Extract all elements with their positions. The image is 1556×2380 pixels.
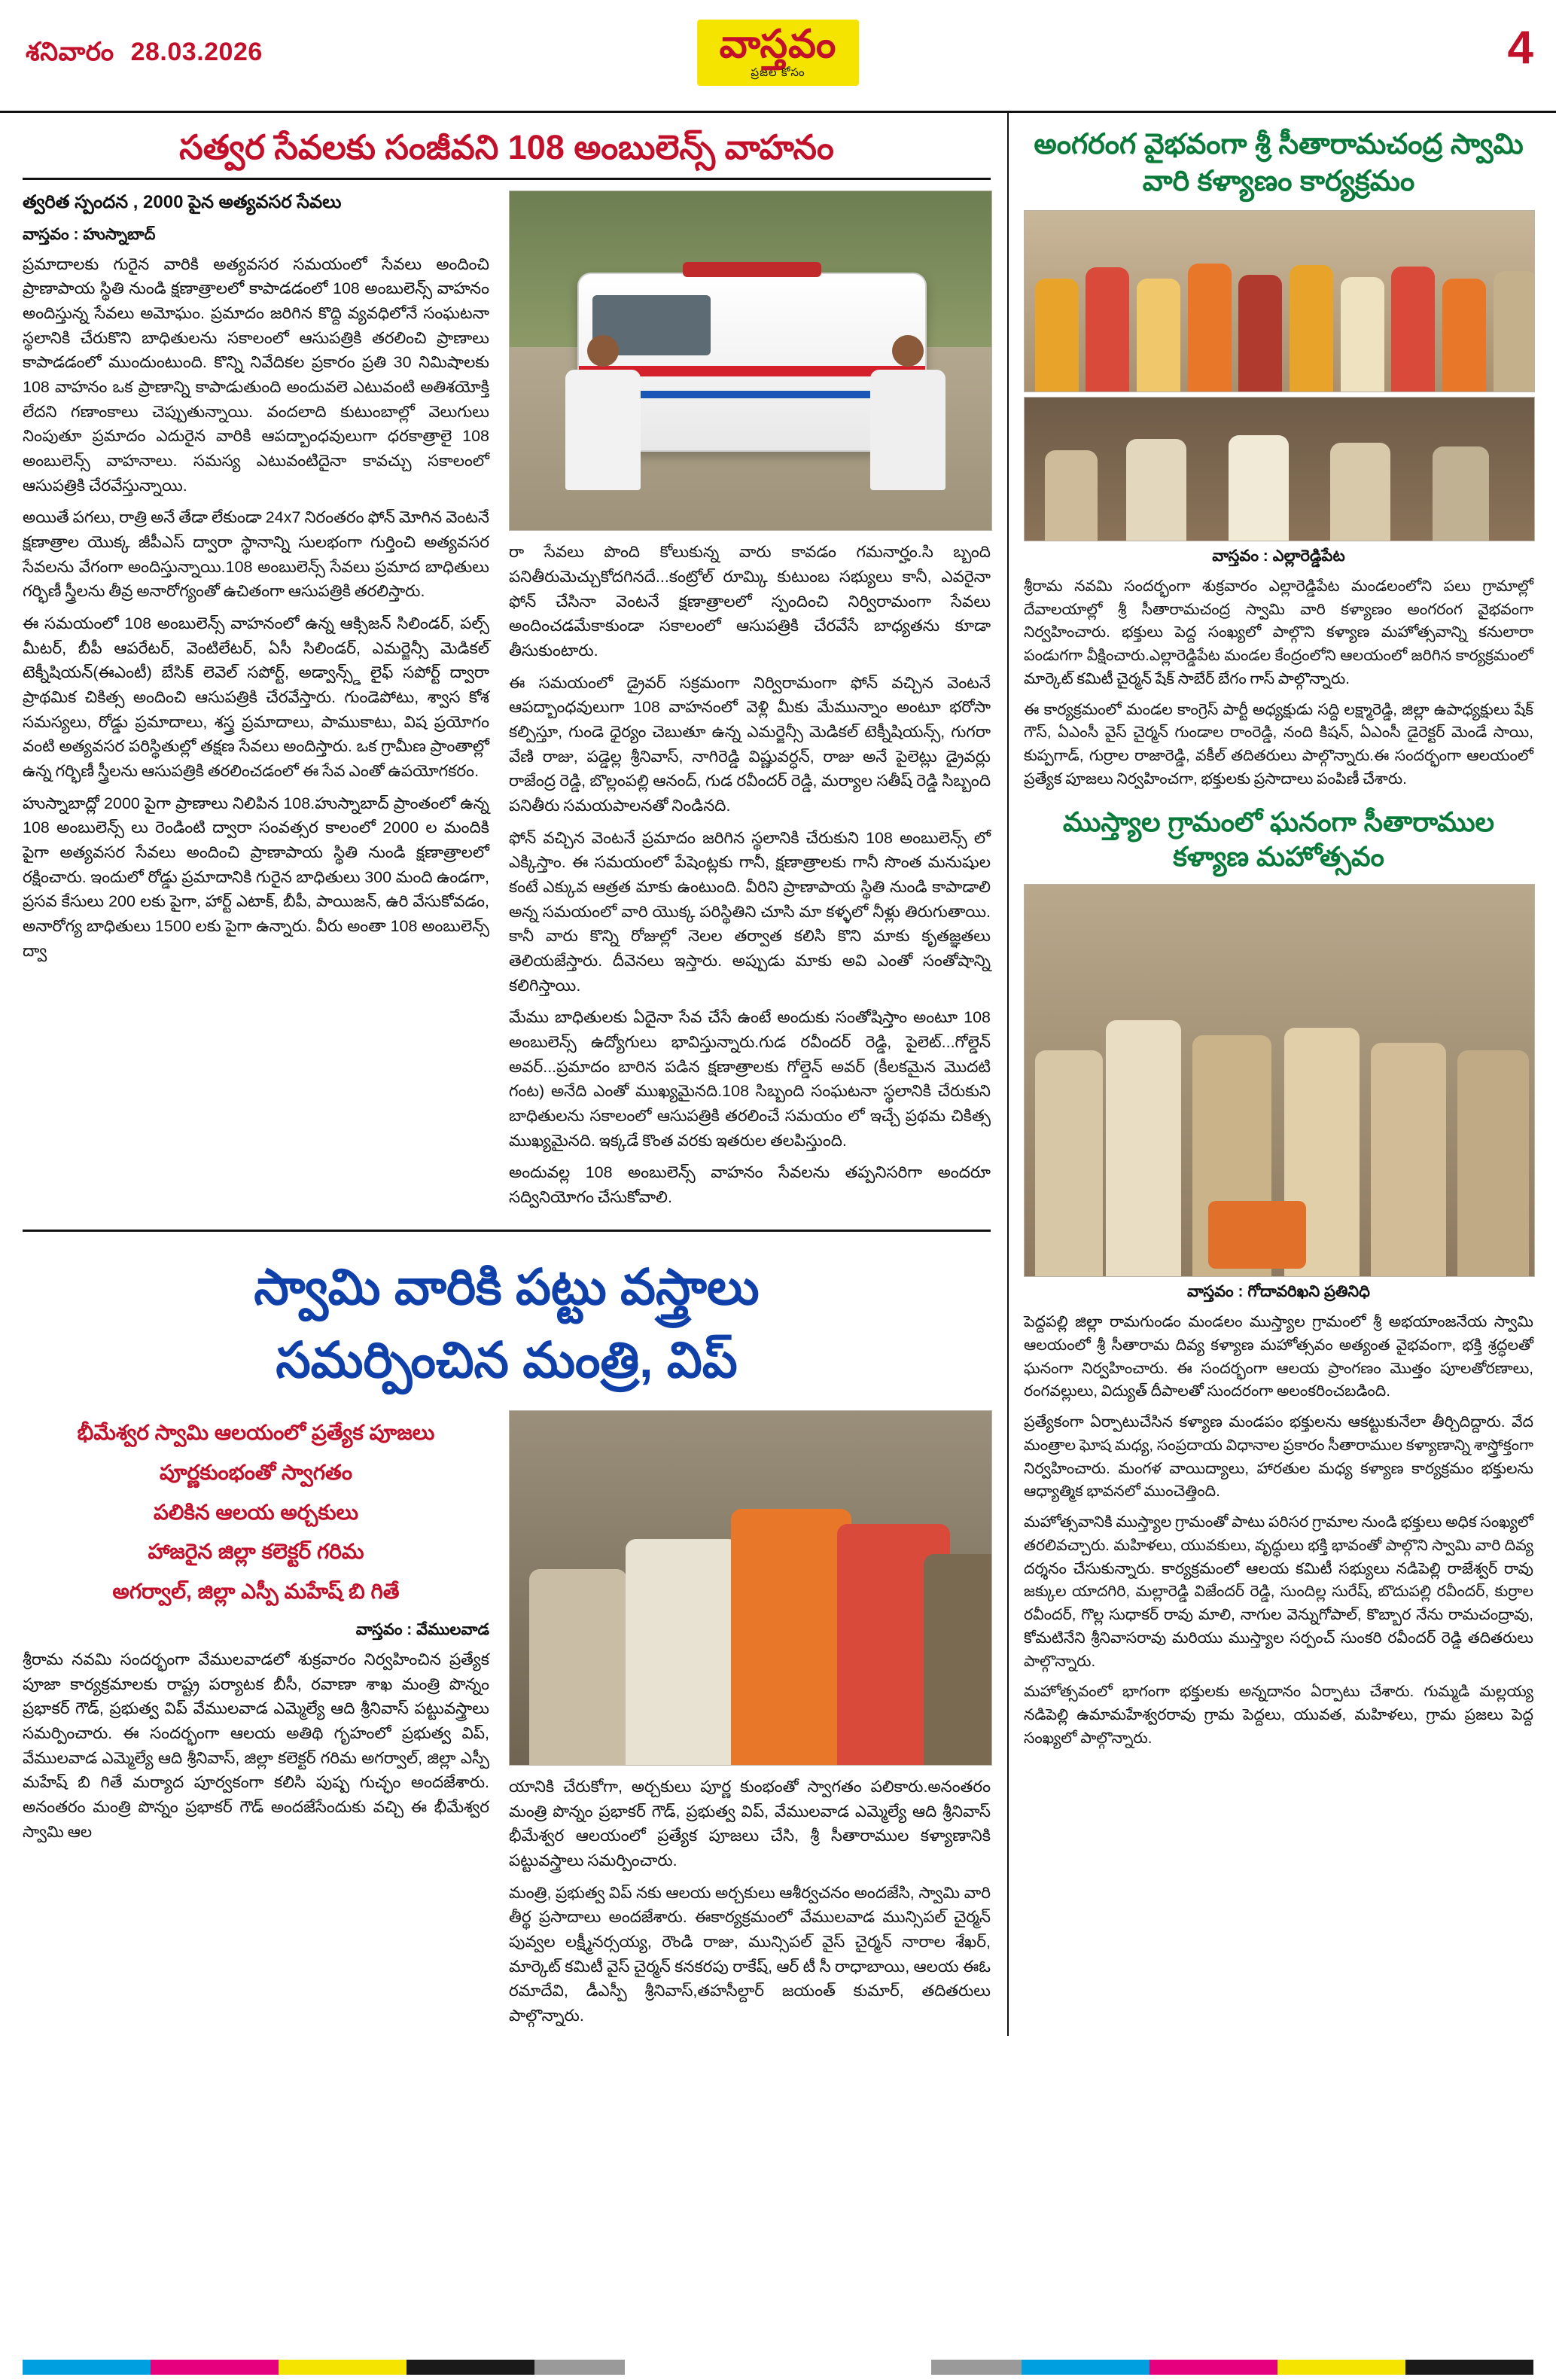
mustyala-para: పెద్దపల్లి జిల్లా రామగుండం మండలం ముస్త్యాల గ్రామంలో శ్రీ అభయాంజనేయ స్వామి ఆలయంలో శ్రీ సీతారామ దివ్య కళ్యాణ మహోత్సవం అత్యంత వైభవంగా, భక్తి శ్రద్ధలతో ఘనంగా నిర్వహించారు. ఈ సందర్భంగా ఆలయ ప్రాంగణం మొత్తం పూలతోరణాలు, రంగవల్లులు, విద్యుత్ దీపాలతో సుందరంగా అలంకరించబడింది. bbox=[1024, 1313, 1533, 1400]
silk-headline-line1: స్వామి వారికి పట్టు వస్త్రాలు bbox=[254, 1258, 760, 1315]
person-head bbox=[587, 335, 619, 367]
page-body bbox=[0, 113, 1556, 2036]
silk-subhead-3: పలికిన ఆలయ అర్చకులు bbox=[153, 1500, 359, 1524]
right-column-block bbox=[1009, 113, 1533, 2036]
masthead bbox=[0, 0, 1556, 113]
figure bbox=[1457, 1050, 1529, 1276]
mustyala-headline: ముస్త్యాల గ్రామంలో ఘనంగా సీతారాముల కళ్యాణ మహోత్సవం bbox=[1062, 806, 1495, 873]
figure bbox=[924, 1554, 992, 1765]
silk-dateline: వాస్తవం : వేములవాడ bbox=[355, 1621, 489, 1639]
article-mustyala bbox=[1024, 805, 1533, 1751]
silk-subhead-2: పూర్ణకుంభంతో స్వాగతం bbox=[159, 1460, 353, 1484]
ambulance-para: మేము బాధితులకు ఏదైనా సేవ చేసే ఉంటే అందుకు సంతోషిస్తాం అంటూ 108 అంబులెన్స్ ఉద్యోగులు భావిస్తున్నారు.గుడ రవీందర్ రెడ్డి, పైలెట్...గోల్డెన్ అవర్...ప్రమాదం బారిన పడిన క్షణాత్రాలకు గోల్డెన్ అవర్ (కీలకమైన మొదటి గంట) అనేది ఎంతో ముఖ్యమైనది.108 సిబ్బంది సంఘటనా స్థలానికి చేరుకుని బాధితులను సకాలంలో ఆసుపత్రికి తరలించే సమయం లో ఇచ్చే ప్రథమ చికిత్స ముఖ్యమైనది. ఇక్కడే కొంత వరకు ఇతరుల తలపిస్తుంది. bbox=[509, 1008, 991, 1150]
emergency-light bbox=[683, 262, 821, 277]
print-registration-colorbar bbox=[0, 2354, 1556, 2380]
figure bbox=[1137, 279, 1180, 392]
page-number: 4 bbox=[1507, 22, 1533, 74]
offering-plate bbox=[1208, 1201, 1306, 1269]
silk-col-1 bbox=[23, 1410, 489, 2036]
figure bbox=[1433, 446, 1489, 541]
person-right bbox=[863, 335, 953, 523]
ambulance-para: ఈ సమయంలో డ్రైవర్ సక్రమంగా నిర్విరామంగా ఫోన్ వచ్చిన వెంటనే ఆపద్బాంధవులుగా 108 వాహనంలో వెళ్లి మీకు మేమున్నాం అంటూ భరోసా కల్పిస్తూ, గుండె ధైర్యం చెబుతూ ఉన్న ఎమర్జెన్సీ మెడికల్ టెక్నీషియన్స్, గుగరా వేణి రాజు, పడ్డెల్ల శ్రీనివాస్, నాగిరెడ్డి విష్ణువర్ధన్, రాజు అనే పైలెట్లు డ్రైవర్లు రాజేంద్ర రెడ్డి, బొల్లంపల్లి ఆనంద్, గుడ రవీందర్ రెడ్డి, మర్యాల సతీష్ రెడ్డి సిబ్బంది పనితీరు సమయపాలనతో నిండినది. bbox=[509, 673, 991, 815]
color-swatch-black bbox=[1405, 2360, 1533, 2375]
figure bbox=[626, 1539, 738, 1765]
ambulance-dateline: వాస్తవం : హుస్నాబాద్ bbox=[23, 225, 156, 243]
figure bbox=[1045, 450, 1098, 541]
figure bbox=[1035, 279, 1079, 392]
figure bbox=[1188, 264, 1232, 392]
person-left bbox=[558, 335, 648, 523]
logo-subtitle: ప్రజల కోసం bbox=[751, 66, 805, 79]
figure bbox=[1086, 267, 1129, 392]
kalyanam-photo-2 bbox=[1024, 397, 1535, 541]
left-column-block bbox=[23, 113, 1009, 2036]
mustyala-photo bbox=[1024, 884, 1535, 1277]
ambulance-para: ప్రమాదాలకు గురైన వారికి అత్యవసర సమయంలో సేవలు అందించి ప్రాణాపాయ స్థితి నుండి క్షణాత్రాలలో కాపాడడంలో 108 అంబులెన్స్ వాహనం అందిస్తున్న సేవలు అమోఘం. ప్రమాదం జరిగిన కొద్ది వ్యవధిలోనే సంఘటనా స్థలానికి చేరుకొని బాధితులను సకాలంలో ఆసుపత్రికి తరలించి ప్రాణాలు కాపాడడంలో ముందుంటుంది. కొన్ని నివేదికల ప్రకారం ప్రతి 30 నిమిషాలకు 108 వాహనం ఒక ప్రాణాన్ని కాపాడుతుంది అందువలె ఎటువంటి అతిశయోక్తి లేదని గణాంకాలు చెప్పుతున్నాయి. వందలాది కుటుంబాల్లో వెలుగులు నింపుతూ ప్రమాదం ఎదురైన వారికి ఆపద్బాంధవులుగా ధరకాత్రాలై 108 అంబులెన్స్ వాహనాలు. సమస్య ఎటువంటిదైనా కావచ్చు సకాలంలో ఆసుపత్రికి చేరవేస్తున్నాయి. bbox=[23, 254, 489, 495]
silk-para: యానికి చేరుకోగా, అర్చకులు పూర్ణ కుంభంతో స్వాగతం పలికారు.అనంతరం మంత్రి పొన్నం ప్రభాకర్ గౌడ్, ప్రభుత్వ విప్, వేములవాడ ఎమ్మెల్యే ఆది శ్రీనివాస్ భీమేశ్వర ఆలయంలో ప్రత్యేక పూజలు చేసి, శ్రీ సీతారాముల కళ్యాణానికి పట్టువస్త్రాలు సమర్పించారు. bbox=[509, 1778, 991, 1870]
article-kalyanam bbox=[1024, 126, 1533, 791]
ambulance-headline: సత్వర సేవలకు సంజీవని 108 అంబులెన్స్ వాహనం bbox=[23, 126, 991, 180]
mustyala-caption: వాస్తవం : గోదావరిఖని ప్రతినిధి bbox=[1187, 1283, 1370, 1301]
figure bbox=[1126, 439, 1186, 541]
section-divider bbox=[23, 1230, 991, 1232]
color-swatch-cyan bbox=[1022, 2360, 1149, 2375]
ambulance-subhead: త్వరిత స్పందన , 2000 పైన అత్యవసర సేవలు bbox=[23, 192, 342, 213]
figure bbox=[1341, 277, 1384, 392]
color-swatch-gray bbox=[534, 2360, 625, 2375]
photo-figures bbox=[1025, 398, 1534, 541]
color-swatch-cyan bbox=[23, 2360, 151, 2375]
color-swatch-black bbox=[407, 2360, 534, 2375]
ambulance-para: రా సేవలు పొంది కోలుకున్న వారు కావడం గమనార్హం.సి బ్బంది పనితీరుమెచ్చుకోదగినదే...కంట్రోల్ రూమ్కి కుటుంబ సభ్యులు కానీ, ఎవరైనా ఫోన్ చేసినా వెంటనే క్షణాత్రాలలో స్పందించి నిర్విరామంగా సేవలు అందించడమేకాకుండా సకాలంలో ఆసుపత్రికి చేరవేసే బాధ్యతను కూడా తీసుకుంటారు. bbox=[509, 543, 991, 660]
kalyanam-para: శ్రీరామ నవమి సందర్భంగా శుక్రవారం ఎల్లారెడ్డిపేట మండలంలోని పలు గ్రామాల్లో దేవాలయాల్లో శ్రీ సీతారామచంద్ర స్వామి వారి కళ్యాణం అంగరంగ వైభవంగా నిర్వహించారు. భక్తులు పెద్ద సంఖ్యలో పాల్గొని కళ్యాణ మహోత్సవాన్ని కనులారా పండుగగా వీక్షించారు.ఎల్లారెడ్డిపేట మండల కేంద్రంలోని ఆలయంలో జరిగిన కార్యక్రమంలో మార్కెట్ కమిటీ చైర్మన్ షేక్ సాబేర్ బేగం గాస్ పాల్గొన్నారు. bbox=[1024, 577, 1533, 687]
silk-body bbox=[23, 1410, 991, 2036]
silk-subhead-5: అగర్వాల్, జిల్లా ఎస్పీ మహేష్ బి గితే bbox=[112, 1580, 400, 1604]
figure bbox=[1371, 1043, 1446, 1276]
article-silk bbox=[23, 1251, 991, 2036]
figure bbox=[1290, 265, 1333, 392]
ambulance-col-1 bbox=[23, 190, 489, 1217]
color-swatch-gray bbox=[931, 2360, 1022, 2375]
silk-para: మంత్రి, ప్రభుత్వ విప్ నకు ఆలయ అర్చకులు ఆశీర్వచనం అందజేసి, స్వామి వారి తీర్థ ప్రసాదాలు అందజేశారు. ఈకార్యక్రమంలో వేములవాడ మున్సిపల్ చైర్మన్ పువ్వల లక్ష్మీనర్సయ్య, రౌండి రాజు, మున్సిపల్ వైస్ చైర్మన్ నారాల శేఖర్, మార్కెట్ కమిటీ వైస్ చైర్మన్ కనకరపు రాకేష్, ఆర్ టీ సీ రాధాబాయి, ఆలయ ఈఓ రమాదేవి, డీఎస్పీ శ్రీనివాస్,తహసీల్దార్ జయంత్ కుమార్, తదితరులు పాల్గొన్నారు. bbox=[509, 1883, 991, 2025]
person-torso bbox=[565, 370, 641, 490]
mustyala-para: ప్రత్యేకంగా ఏర్పాటుచేసిన కళ్యాణ మండపం భక్తులను ఆకట్టుకునేలా తీర్చిదిద్దారు. వేద మంత్రాల ఘోష మధ్య, సంప్రదాయ విధానాల ప్రకారం సీతారాముల కళ్యాణాన్ని శాస్త్రోక్తంగా నిర్వహించారు. మంగళ వాయిద్యాలు, హారతుల మధ్య కళ్యాణ కార్యక్రమం భక్తులను ఆధ్యాత్మిక భావనలో ముంచెత్తింది. bbox=[1024, 1413, 1533, 1501]
ambulance-col-2 bbox=[509, 190, 991, 1217]
ambulance-para: హుస్నాబాద్లో 2000 పైగా ప్రాణాలు నిలిపిన 108.హుస్నాబాద్ ప్రాంతంలో ఉన్న 108 అంబులెన్స్ లు రెండింటి ద్వారా సంవత్సర కాలంలో 2000 ల మందికి పైగా అత్యవసర సేవలు అందించి ప్రాణాపాయ స్థితి నుండి క్షణాత్రాలలో రక్షించారు. ఇందులో రోడ్డు ప్రమాదానికి గురైన బాధితులు 300 మంది ఉండగా, ప్రసవ కేసులు 200 లకు పైగా, హార్ట్ ఎటాక్, బీపీ, పాయిజన్, ఉరి వేసుకోవడం, అనారోగ్య బాధితులు 1500 లకు పైగా ఉన్నారు. వీరు అంతా 108 అంబులెన్స్ ద్వా bbox=[23, 794, 489, 960]
color-swatch-magenta bbox=[1149, 2360, 1277, 2375]
figure bbox=[529, 1569, 627, 1765]
silk-headline-line2: సమర్పించిన మంత్రి, విప్ bbox=[276, 1332, 738, 1388]
ambulance-top bbox=[23, 190, 991, 1217]
article-ambulance bbox=[23, 126, 991, 1217]
photo-figures bbox=[1025, 885, 1534, 1276]
kalyanam-para: ఈ కార్యక్రమంలో మండల కాంగ్రెస్ పార్టీ అధ్యక్షుడు సద్ది లక్ష్మారెడ్డి, జిల్లా ఉపాధ్యక్షులు షేక్ గౌస్, ఏఎంసీ వైస్ చైర్మన్ గుండాల రాంరెడ్డి, నంది కిషన్, ఏఎంసీ డైరెక్టర్ మెండే సాయి, కుప్పగాడ్, గుర్రాల రాజారెడ్డి, వకీల్ తదితరులు పాల్గొన్నారు.ఈ సందర్భంగా ఆలయంలో ప్రత్యేక పూజలు నిర్వహించగా, భక్తులకు ప్రసాదాలు పంపిణీ చేశారు. bbox=[1024, 700, 1533, 788]
ambulance-photo bbox=[509, 190, 992, 531]
top-row bbox=[23, 113, 1533, 2036]
mustyala-para: మహోత్సవానికి ముస్త్యాల గ్రామంతో పాటు పరిసర గ్రామాల నుండి భక్తులు అధిక సంఖ్యలో తరలివచ్చారు. మహిళలు, యువకులు, వృద్ధులు భక్తి భావంతో పాల్గొని స్వామి వారి దివ్య దర్శనం చేసుకున్నారు. కార్యక్రమంలో ఆలయ కమిటీ సభ్యులు నడిపెల్లి రాజేశ్వర్ రావు జక్కుల యాదగిరి, మల్లారెడ్డి విజేందర్ రెడ్డి, సుందిల్ల సురేష్, బొదుపల్లి రవీందర్, కుర్రాల రవీందర్, గొల్ల సుధాకర్ రావు మాలి, నాగుల వెన్నుగోపాల్, కొబ్బార నేను రామచంద్రావు, కోమటినేని శ్రీనివాసరావు మరియు ముస్త్యాల సర్పంచ్ సుంకరి రవీందర్ రెడ్డి తదితరులు పాల్గొన్నారు. bbox=[1024, 1513, 1533, 1670]
photo-figures bbox=[1025, 211, 1534, 392]
ambulance-para: అయితే పగలు, రాత్రి అనే తేడా లేకుండా 24x7 నిరంతరం ఫోన్ మోగిన వెంటనే క్షణాత్రాల యొక్క జీపీఎస్ ద్వారా స్థానాన్ని సులభంగా గుర్తించి అత్యవసర సేవలను వేగంగా అందిస్తున్నాయి.108 అంబులెన్స్ సేవలు ప్రమాద బాధితులు గర్భిణీ స్త్రీలను తీవ్ర అనారోగ్యంతో ఉచితంగా ఆసుపత్రికి తరలిస్తారు. bbox=[23, 508, 489, 601]
figure bbox=[1330, 443, 1390, 541]
silk-col-2 bbox=[509, 1410, 991, 2036]
newspaper-logo bbox=[697, 20, 860, 86]
masthead-day: శనివారం bbox=[26, 38, 114, 66]
kalyanam-headline: అంగరంగ వైభవంగా శ్రీ సీతారామచంద్ర స్వామి వారి కళ్యాణం కార్యక్రమం bbox=[1034, 129, 1524, 198]
ambulance-para: అందువల్ల 108 అంబులెన్స్ వాహనం సేవలను తప్పనిసరిగా అందరూ సద్వినియోగం చేసుకోవాలి. bbox=[509, 1163, 991, 1207]
silk-subhead-4: హాజరైన జిల్లా కలెక్టర్ గరిమ bbox=[148, 1540, 364, 1564]
figure bbox=[1238, 275, 1282, 392]
ambulance-para: ఫోన్ వచ్చిన వెంటనే ప్రమాదం జరిగిన స్థలానికి చేరుకుని 108 అంబులెన్స్ లో ఎక్కిస్తాం. ఈ సమయంలో పేషెంట్లకు గానీ, క్షణాత్రాలకు గానీ సొంత మనుషుల కంటే ఎక్కువ ఆత్రత మాకు ఉంటుంది. వీరిని ప్రాణాపాయ స్థితి నుండి కాపాడాలి అన్న సమయంలో వారి యొక్క పరిస్థితిని చూసి మా కళ్ళలో నీళ్లు తిరుగుతాయి. కానీ వారు కొన్ని రోజుల్లో నెలల తర్వాత కలిసి కొని మాకు కృతజ్ఞతలు తెలియజేస్తారు. దీవెనలు ఇస్తారు. అప్పుడు మాకు అవి ఎంతో సంతోషాన్ని కలిగిస్తాయి. bbox=[509, 828, 991, 995]
silk-para: శ్రీరామ నవమి సందర్భంగా వేములవాడలో శుక్రవారం నిర్వహించిన ప్రత్యేక పూజా కార్యక్రమాలకు రాష్ట్ర పర్యాటక బీసీ, రవాణా శాఖ మంత్రి పొన్నం ప్రభాకర్ గౌడ్, ప్రభుత్వ విప్ వేములవాడ ఎమ్మెల్యే ఆది శ్రీనివాస్ పట్టువస్త్రాలు సమర్పించారు. ఈ సందర్భంగా ఆలయ అతిథి గృహంలో ప్రభుత్వ విప్, వేములవాడ ఎమ్మెల్యే ఆది శ్రీనివాస్, జిల్లా కలెక్టర్ గరిమ అగర్వాల్, జిల్లా ఎస్పీ మహేష్ బి గితే మర్యాద పూర్వకంగా కలిసి పుష్ప గుచ్ఛం అందజేశారు. అనంతరం మంత్రి పొన్నం ప్రభాకర్ గౌడ్ అందజేసేందుకు వచ్చి ఈ భీమేశ్వర స్వామి ఆల bbox=[23, 1650, 489, 1841]
figure bbox=[731, 1509, 851, 1765]
masthead-date: 28.03.2026 bbox=[130, 38, 263, 66]
kalyanam-caption: వాస్తవం : ఎల్లారెడ్డిపేట bbox=[1212, 547, 1345, 565]
logo-title: వాస్తవం bbox=[719, 23, 837, 66]
person-torso bbox=[870, 370, 945, 490]
kalyanam-photo-1 bbox=[1024, 210, 1535, 392]
color-swatch-yellow bbox=[1277, 2360, 1405, 2375]
figure bbox=[1494, 271, 1535, 392]
figure bbox=[1035, 1050, 1103, 1276]
figure bbox=[1229, 435, 1289, 541]
ceremony-photo bbox=[509, 1410, 992, 1766]
photo-figures bbox=[510, 1411, 991, 1765]
color-swatch-yellow bbox=[279, 2360, 407, 2375]
mustyala-para: మహోత్సవంలో భాగంగా భక్తులకు అన్నదానం ఏర్పాటు చేశారు. గుమ్మడి మల్లయ్య నడిపెల్లి ఉమామహేశ్వరరావు గ్రామ పెద్దలు, యువత, మహిళలు, గ్రామ ప్రజలు పెద్ద సంఖ్యలో పాల్గొన్నారు. bbox=[1024, 1683, 1533, 1747]
ambulance-para: ఈ సమయంలో 108 అంబులెన్స్ వాహనంలో ఉన్న ఆక్సిజన్ సిలిండర్, పల్స్ మీటర్, బీపీ ఆపరేటర్, వెంటిలేటర్, ఏసీ సిలిండర్, ఎమర్జెన్సీ మెడికల్ టెక్నీషియన్(ఈఎంటీ) బేసిక్ లెవెల్ సపోర్ట్, అడ్వాన్స్డ్ లైఫ్ సపోర్ట్ ద్వారా ప్రాథమిక చికిత్స అందించి ఆసుపత్రికి చేరవేస్తారు. గుండెపోటు, శ్వాస కోశ సమస్యలు, రోడ్డు ప్రమాదాలు, శస్త్ర ప్రమాదాలు, పాముకాటు, విష ప్రయోగం వంటి అత్యవసర పరిస్థితుల్లో తక్షణ సేవలు అందిస్తారు. ఒక గ్రామీణ ప్రాంతాల్లో ఉన్న గర్భిణీ స్త్రీలను ఆసుపత్రికి తరలించడంలో ఈ సేవ ఎంతో ఉపయోగకరం. bbox=[23, 614, 489, 781]
figure bbox=[1442, 279, 1486, 392]
color-swatch-magenta bbox=[151, 2360, 279, 2375]
figure bbox=[1391, 267, 1435, 392]
figure bbox=[1106, 1020, 1181, 1276]
person-head bbox=[892, 335, 924, 367]
silk-subhead-1: భీమేశ్వర స్వామి ఆలయంలో ప్రత్యేక పూజలు bbox=[77, 1421, 435, 1445]
